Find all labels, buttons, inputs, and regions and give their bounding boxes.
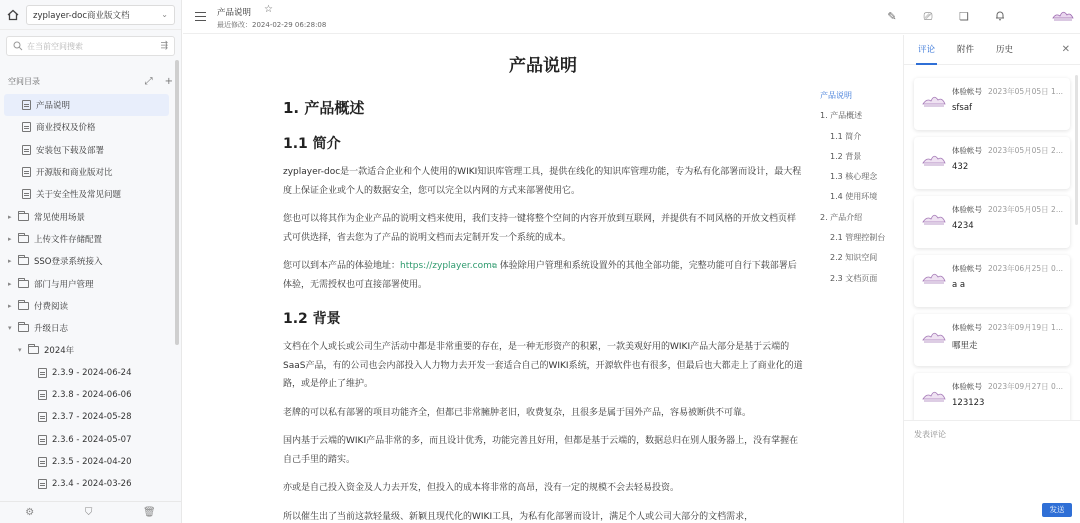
- tree-folder-open[interactable]: [4, 317, 169, 339]
- folder-open-icon: [18, 324, 29, 332]
- tree-item-label: 安装包下载及部署: [36, 145, 105, 156]
- toc-item[interactable]: 1.2 背景: [830, 151, 862, 161]
- comment-time: 2023年09月19日 1...: [988, 323, 1063, 332]
- toc-item[interactable]: 2.3 文档页面: [830, 273, 878, 283]
- avatar: [922, 151, 946, 167]
- tree-item[interactable]: [4, 473, 169, 495]
- paragraph: 您也可以将其作为企业产品的说明文档来使用，我们支持一键将整个空间的内容开放到互联网，并提供有不同风格的开放文档页样式可供选择，省去您为了产品的说明文档而去定制开发一个系统的成本。: [283, 214, 797, 243]
- doc-title: 产品说明: [217, 8, 252, 18]
- tree-folder[interactable]: [4, 272, 169, 294]
- article-title: 产品说明: [509, 56, 577, 76]
- tree-item[interactable]: [4, 428, 169, 450]
- tree-item-label: 付费阅读: [34, 301, 69, 312]
- comment-card: [914, 314, 1070, 366]
- doc-icon: [22, 145, 31, 155]
- folder-icon: [18, 257, 29, 265]
- tree-item-label: 2.3.5 - 2024-04-20: [52, 456, 132, 467]
- present-icon[interactable]: ⎚: [923, 10, 933, 23]
- space-select[interactable]: [26, 5, 175, 25]
- tab-attachments[interactable]: 附件: [957, 44, 975, 55]
- comment-text: 4234: [952, 221, 974, 231]
- comment-text: 123123: [952, 398, 985, 408]
- space-search-input[interactable]: [6, 36, 175, 56]
- comment-panel: [903, 35, 1080, 523]
- tree-folder-open[interactable]: [4, 339, 169, 361]
- comment-card: [914, 373, 1070, 420]
- tree-item-label: 2.3.6 - 2024-05-07: [52, 434, 132, 445]
- toc-item[interactable]: 2.1 管理控制台: [830, 233, 886, 243]
- toc-item[interactable]: 2.2 知识空间: [830, 253, 878, 263]
- doc-last-modified: 最近修改：2024-02-29 06:28:08: [217, 21, 327, 29]
- filter-icon[interactable]: ⇶: [160, 41, 168, 51]
- tree-item[interactable]: [4, 406, 169, 428]
- comment-time: 2023年05月05日 1...: [988, 87, 1063, 96]
- comment-card: [914, 78, 1070, 130]
- comment-time: 2023年05月05日 2...: [988, 205, 1063, 214]
- tab-history[interactable]: 历史: [996, 44, 1014, 55]
- heading-intro: 1.1 简介: [283, 136, 341, 152]
- doc-icon: [38, 435, 47, 445]
- comment-user: 体验帐号: [952, 205, 982, 214]
- tree-item-product-intro[interactable]: [4, 94, 169, 116]
- add-icon[interactable]: +: [164, 75, 173, 87]
- tree-item-label: 开源版和商业版对比: [36, 168, 113, 179]
- user-avatar[interactable]: [1052, 8, 1074, 22]
- tree-folder[interactable]: [4, 250, 169, 272]
- bell-icon[interactable]: [982, 10, 1018, 24]
- expand-icon[interactable]: ⤢: [144, 75, 153, 87]
- shield-icon[interactable]: ⛉: [84, 507, 93, 518]
- tree-item[interactable]: [4, 116, 169, 138]
- folder-icon: [18, 302, 29, 310]
- comment-time: 2023年06月25日 0...: [988, 264, 1063, 273]
- tree-item-label: 上传文件存储配置: [34, 234, 103, 245]
- section-title: 空间目录: [8, 76, 40, 86]
- paragraph: 文档在个人或长或公司生产活动中都是非常重要的存在，是一种无形资产的积累，一款美观好用的WIKI产品大部分是基于云端的SaaS产品，有的公司也会内部投入人力物力去开发一套适合自己的WIKI系统，开源软件也有很多，但最后也大都走上了商业化的道路，或是停止了维护。: [283, 342, 803, 389]
- tree-item-label: 升级日志: [34, 324, 69, 335]
- doc-icon: [22, 122, 31, 132]
- toc-item[interactable]: 2. 产品介绍: [820, 212, 863, 222]
- doc-icon: [38, 412, 47, 422]
- search-icon: [13, 41, 23, 51]
- paragraph: 老牌的可以私有部署的项目功能齐全，但都已非常臃肿老旧，收费复杂，且很多是属于国外产品，容易被断供不可靠。: [283, 407, 752, 418]
- tree-item-label: SSO登录系统接入: [34, 257, 103, 268]
- tree-item[interactable]: [4, 183, 169, 205]
- article: [283, 35, 803, 523]
- avatar: [922, 387, 946, 403]
- tree-item[interactable]: [4, 451, 169, 473]
- panel-scrollbar[interactable]: [1075, 75, 1078, 225]
- settings-icon[interactable]: ⚙: [25, 507, 35, 518]
- trash-icon[interactable]: 🗑: [142, 507, 156, 518]
- external-link-icon: ⧉: [491, 262, 497, 270]
- tree-folder[interactable]: [4, 205, 169, 227]
- tree-folder[interactable]: [4, 295, 169, 317]
- space-tree: [0, 94, 181, 495]
- paragraph: 所以催生出了当前这款轻量级、新颖且现代化的WIKI工具，为私有化部署而设计，满足个人或公司大部分的文档需求，: [283, 511, 754, 522]
- paragraph: [283, 257, 803, 294]
- chevron-right-icon[interactable]: ▸: [8, 257, 12, 266]
- paragraph-text: 您可以到本产品的体验地址：: [283, 261, 401, 271]
- comment-user: 体验帐号: [952, 264, 982, 273]
- chevron-down-icon: ⌄: [161, 10, 168, 19]
- avatar: [922, 92, 946, 108]
- tab-comments[interactable]: 评论: [918, 35, 935, 65]
- chevron-right-icon[interactable]: ▸: [8, 234, 12, 243]
- header-actions: [874, 10, 1018, 24]
- folder-open-icon: [28, 346, 39, 354]
- comment-time: 2023年05月05日 2...: [988, 146, 1063, 155]
- comment-input-placeholder: 发表评论: [914, 430, 946, 439]
- tree-item[interactable]: [4, 161, 169, 183]
- toc-item[interactable]: 1.1 简介: [830, 131, 862, 141]
- tree-item-label: 部门与用户管理: [34, 279, 94, 290]
- chevron-right-icon[interactable]: ▸: [8, 301, 12, 310]
- avatar: [922, 210, 946, 226]
- comment-text: 432: [952, 162, 969, 172]
- comment-card: [914, 137, 1070, 189]
- tree-item[interactable]: [4, 139, 169, 161]
- avatar: [922, 269, 946, 285]
- sidebar-section-header: [0, 72, 181, 90]
- sidebar-scrollbar[interactable]: [175, 60, 179, 345]
- toc-item[interactable]: 1. 产品概述: [820, 111, 863, 121]
- comment-card: [914, 255, 1070, 307]
- chevron-right-icon[interactable]: ▸: [8, 212, 12, 221]
- paragraph: zyplayer-doc是一款适合企业和个人使用的WIKI知识库管理工具，提供在线化的知识库管理功能，专为私有化部署而设计，最大程度上保证企业或个人的数据安全，您可以完全以内网的方式来部署使用它。: [283, 167, 802, 196]
- comment-text: 哪里走: [952, 341, 978, 351]
- tree-item-label: 常见使用场景: [34, 212, 86, 223]
- chevron-right-icon[interactable]: ▸: [8, 279, 12, 288]
- menu-icon[interactable]: [195, 12, 206, 21]
- chevron-down-icon[interactable]: ▾: [8, 324, 12, 333]
- chat-icon[interactable]: ❏: [959, 10, 969, 23]
- doc-icon: [22, 189, 31, 199]
- tree-item-label: 关于安全性及常见问题: [36, 190, 122, 201]
- doc-icon: [38, 390, 47, 400]
- panel-tabs: [904, 35, 1080, 65]
- heading-overview: 1. 产品概述: [283, 99, 365, 117]
- heading-background: 1.2 背景: [283, 311, 341, 327]
- tree-item-label: 2.3.8 - 2024-06-06: [52, 390, 132, 400]
- comment-user: 体验帐号: [952, 87, 982, 96]
- edit-icon[interactable]: ✎: [887, 10, 897, 23]
- folder-icon: [18, 280, 29, 288]
- paragraph: 国内基于云端的WIKI产品非常的多，而且设计优秀，功能完善且好用，但都是基于云端的，数据总归在别人服务器上，没有掌握在自己手里的踏实。: [283, 436, 799, 465]
- comment-input[interactable]: [904, 420, 1080, 523]
- table-of-contents: [820, 90, 910, 293]
- doc-icon: [22, 167, 31, 177]
- sidebar-top: [0, 0, 181, 30]
- comment-user: 体验帐号: [952, 146, 982, 155]
- comment-text: sfsaf: [952, 103, 973, 113]
- star-icon[interactable]: ☆: [264, 4, 273, 15]
- comment-card: [914, 196, 1070, 248]
- space-select-value: zyplayer-doc商业版文档: [33, 10, 130, 21]
- doc-icon: [38, 457, 47, 467]
- folder-icon: [18, 235, 29, 243]
- tree-folder[interactable]: [4, 228, 169, 250]
- sidebar-bottom-bar: [0, 501, 181, 523]
- send-button[interactable]: 发送: [1042, 503, 1072, 517]
- tree-item-label: 产品说明: [36, 101, 71, 112]
- tree-item-label: 2.3.7 - 2024-05-28: [52, 412, 132, 423]
- home-icon[interactable]: [6, 8, 20, 22]
- comment-user: 体验帐号: [952, 382, 982, 391]
- chevron-down-icon[interactable]: ▾: [18, 346, 22, 355]
- close-icon[interactable]: ✕: [1061, 44, 1070, 55]
- toc-item[interactable]: 1.3 核心理念: [830, 172, 878, 182]
- tree-item[interactable]: [4, 362, 169, 384]
- tree-item-label: 商业授权及价格: [36, 123, 96, 134]
- avatar: [922, 328, 946, 344]
- sidebar: [0, 0, 182, 523]
- comment-time: 2023年09月27日 0...: [988, 382, 1063, 391]
- doc-icon: [38, 479, 47, 489]
- toc-item[interactable]: 1.4 使用环境: [830, 192, 878, 202]
- paragraph-text: 体验除用户管理和系统设置外的其他全部功能，完整功能可自行下载部署后体验，无需授权也可直接部署使用。: [283, 261, 797, 290]
- doc-icon: [22, 100, 31, 110]
- comment-list: [904, 65, 1080, 420]
- search-placeholder: 在当前空间搜索: [27, 41, 83, 51]
- tree-item-label: 2024年: [44, 346, 75, 357]
- comment-user: 体验帐号: [952, 323, 982, 332]
- doc-icon: [38, 368, 47, 378]
- folder-icon: [18, 213, 29, 221]
- toc-item[interactable]: 产品说明: [820, 91, 852, 100]
- doc-header: [183, 0, 1080, 34]
- paragraph: 亦或是自己投入资金及人力去开发，但投入的成本将非常的高昂，没有一定的规模不会去轻易投资。: [283, 483, 680, 493]
- tree-item-label: 2.3.4 - 2024-03-26: [52, 479, 132, 490]
- tree-item-label: 2.3.9 - 2024-06-24: [52, 367, 132, 378]
- comment-text: a a: [952, 280, 966, 290]
- tree-item[interactable]: [4, 384, 169, 406]
- demo-link[interactable]: https://zyplayer.com: [400, 261, 492, 271]
